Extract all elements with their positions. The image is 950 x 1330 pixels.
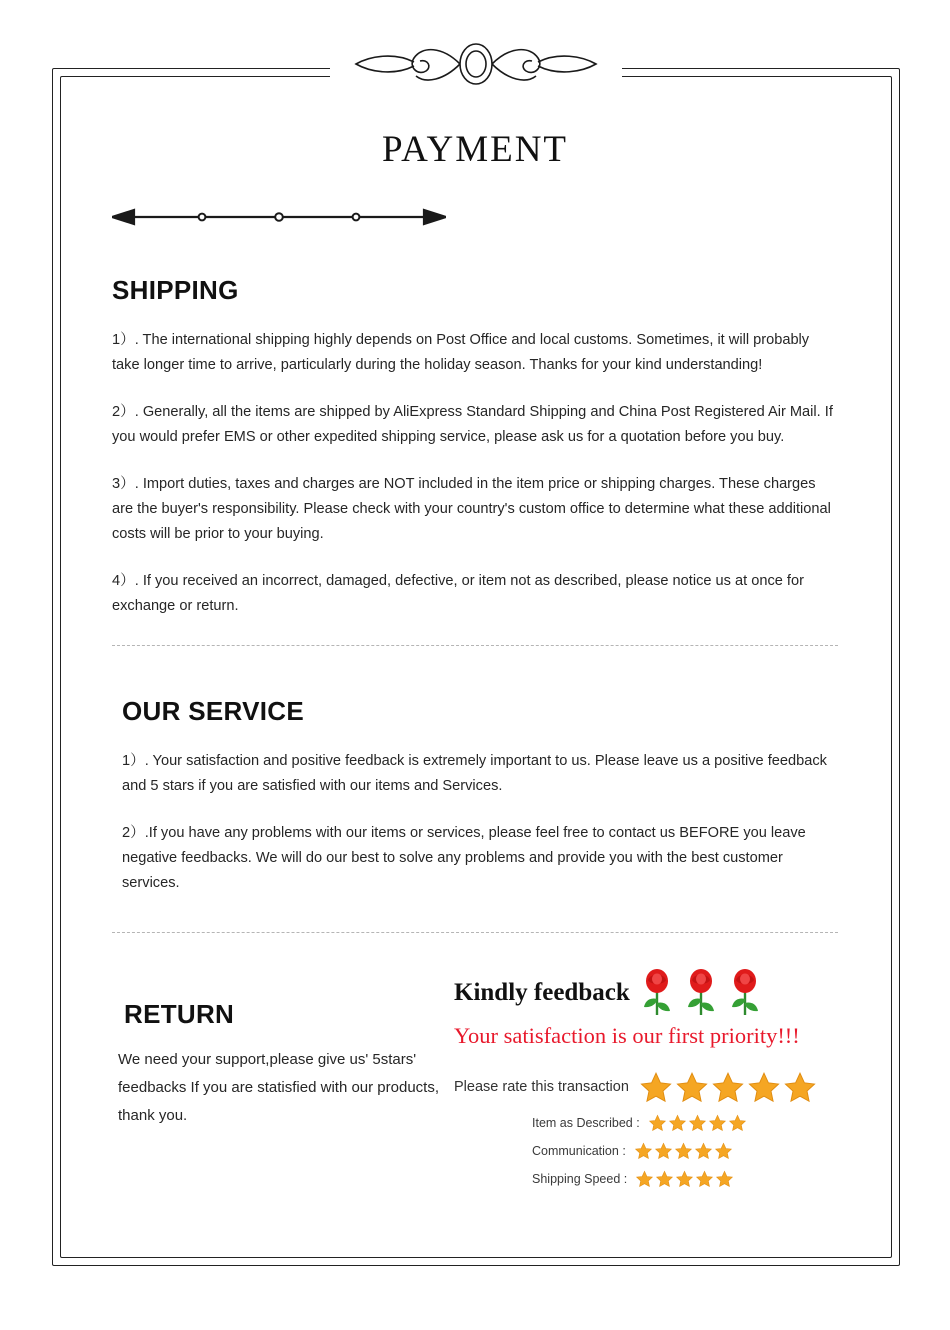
shipping-paragraph-2: 2）. Generally, all the items are shipped by AliExpress Standard Shipping and China Post Registered Air Mail. If you would prefer EMS or other expedited shipping service, please ask us for a quotation before you buy. [112, 403, 833, 445]
service-heading: OUR SERVICE [122, 695, 304, 726]
kindly-feedback-row [454, 969, 838, 1017]
service-paragraph-1: 1）. Your satisfaction and positive feedback is extremely important to us. Please leave us a positive feedback and 5 stars if you are satisfied with our items and Services. [122, 752, 827, 794]
star-icon[interactable] [639, 1071, 673, 1104]
star-icon[interactable] [635, 1170, 654, 1188]
shipping-section [112, 275, 838, 619]
rate-transaction-stars[interactable] [639, 1071, 817, 1104]
rose-icon [684, 969, 718, 1017]
star-icon[interactable] [695, 1170, 714, 1188]
star-icon[interactable] [688, 1114, 707, 1132]
feedback-section [442, 963, 838, 1188]
star-icon[interactable] [634, 1142, 653, 1160]
star-icon[interactable] [728, 1114, 747, 1132]
bottom-area [112, 963, 838, 1188]
flourish-ornament-icon [330, 40, 622, 88]
section-divider-1 [112, 645, 838, 646]
star-icon[interactable] [715, 1170, 734, 1188]
shipping-paragraph-4: 4）. If you received an incorrect, damaged, defective, or item not as described, please notice us at once for exchange or return. [112, 572, 804, 614]
criteria-label: Shipping Speed : [532, 1171, 628, 1186]
star-icon[interactable] [694, 1142, 713, 1160]
star-icon[interactable] [654, 1142, 673, 1160]
rate-transaction-label: Please rate this transaction [454, 1079, 629, 1096]
return-section [112, 963, 442, 1188]
star-icon[interactable] [648, 1114, 667, 1132]
star-icon[interactable] [711, 1071, 745, 1104]
criteria-stars[interactable] [635, 1170, 734, 1188]
shipping-paragraph-1: 1）. The international shipping highly depends on Post Office and local customs. Sometimes, it will probably take longer time to arrive, particularly during the holiday season. Thanks for your kind understanding! [112, 331, 810, 373]
star-icon[interactable] [675, 1170, 694, 1188]
shipping-paragraph-3: 3）. Import duties, taxes and charges are NOT included in the item price or shipping charges. These charges are the buyer's responsibility. Please check with your country's custom office to determine what these additional costs will be prior to your buying. [112, 475, 831, 542]
star-icon[interactable] [674, 1142, 693, 1160]
criteria-label: Communication : [532, 1143, 626, 1158]
star-icon[interactable] [783, 1071, 817, 1104]
criteria-row-item-as-described [454, 1114, 838, 1132]
rose-icon [640, 969, 674, 1017]
star-icon[interactable] [655, 1170, 674, 1188]
star-icon[interactable] [675, 1071, 709, 1104]
star-icon[interactable] [668, 1114, 687, 1132]
section-divider-2 [112, 932, 838, 933]
title-divider [112, 206, 446, 228]
document-content [60, 76, 890, 1256]
satisfaction-text: Your satisfaction is our first priority!!! [454, 1022, 800, 1048]
return-paragraph: We need your support,please give us' 5stars' feedbacks If you are statisfied with our products, thank you. [118, 1050, 439, 1124]
star-icon[interactable] [747, 1071, 781, 1104]
star-icon[interactable] [708, 1114, 727, 1132]
criteria-stars[interactable] [648, 1114, 747, 1132]
kindly-feedback-text: Kindly feedback [454, 978, 630, 1006]
rose-icon [728, 969, 762, 1017]
service-paragraph-2: 2）.If you have any problems with our items or services, please feel free to contact us BEFORE you leave negative feedbacks. We will do our best to solve any problems and provide you with the best customer services. [122, 824, 806, 891]
criteria-stars[interactable] [634, 1142, 733, 1160]
criteria-row-shipping-speed [454, 1170, 838, 1188]
page-title: PAYMENT [381, 129, 569, 170]
return-heading: RETURN [124, 998, 235, 1029]
rose-group [640, 969, 762, 1017]
service-section [112, 696, 838, 896]
star-icon[interactable] [714, 1142, 733, 1160]
criteria-row-communication [454, 1142, 838, 1160]
criteria-label: Item as Described : [532, 1115, 640, 1130]
rate-transaction-row [454, 1071, 838, 1104]
shipping-heading: SHIPPING [112, 274, 239, 305]
